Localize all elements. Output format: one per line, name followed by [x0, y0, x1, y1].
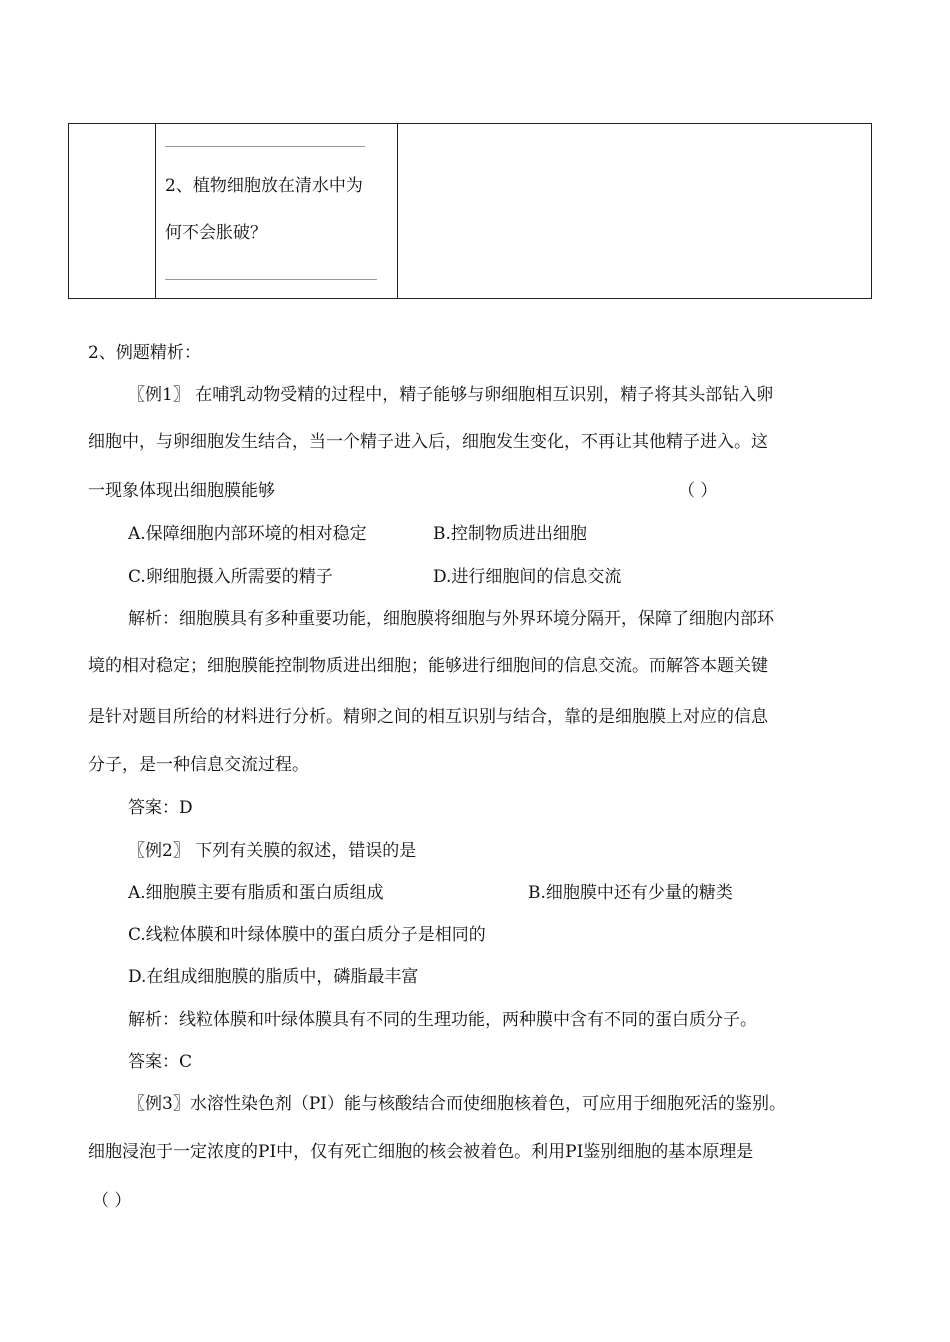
table-column-divider [397, 124, 398, 298]
example1-analysis: 分子，是一种信息交流过程。 [88, 755, 309, 775]
example1-analysis: 解析：细胞膜具有多种重要功能，细胞膜将细胞与外界环境分隔开，保障了细胞内部环 [128, 609, 774, 629]
answer-parentheses: （ ） [92, 1191, 132, 1211]
answer-parentheses: （ ） [678, 481, 718, 501]
option-a: A.保障细胞内部环境的相对稳定 [128, 524, 367, 544]
example1-analysis: 是针对题目所给的材料进行分析。精卵之间的相互识别与结合，靠的是细胞膜上对应的信息 [88, 707, 768, 727]
option-c: C.卵细胞摄入所需要的精子 [128, 567, 333, 587]
example1-stem: 一现象体现出细胞膜能够 [88, 481, 275, 501]
option-b: B.细胞膜中还有少量的糖类 [528, 883, 733, 903]
example2-analysis: 解析：线粒体膜和叶绿体膜具有不同的生理功能，两种膜中含有不同的蛋白质分子。 [128, 1010, 757, 1030]
question-table [68, 123, 872, 299]
section-heading: 2、例题精析： [88, 343, 201, 363]
example3-stem: 〖例3〗水溶性染色剂（PI）能与核酸结合而使细胞核着色，可应用于细胞死活的鉴别。 [128, 1094, 786, 1114]
table-column-divider [155, 124, 156, 298]
option-d: D.在组成细胞膜的脂质中，磷脂最丰富 [128, 967, 419, 987]
answer-blank-line [165, 146, 365, 147]
example2-answer: 答案：C [128, 1052, 193, 1072]
option-b: B.控制物质进出细胞 [433, 524, 587, 544]
option-c: C.线粒体膜和叶绿体膜中的蛋白质分子是相同的 [128, 925, 486, 945]
example1-stem: 〖例1〗 在哺乳动物受精的过程中，精子能够与卵细胞相互识别，精子将其头部钻入卵 [128, 385, 774, 405]
example3-stem: 细胞浸泡于一定浓度的PI中，仅有死亡细胞的核会被着色。利用PI鉴别细胞的基本原理是 [88, 1142, 754, 1162]
example1-stem: 细胞中，与卵细胞发生结合，当一个精子进入后，细胞发生变化，不再让其他精子进入。这 [88, 432, 768, 452]
table-question-text: 何不会胀破？ [165, 223, 267, 243]
example1-answer: 答案：D [128, 798, 193, 818]
example2-stem: 〖例2〗 下列有关膜的叙述，错误的是 [128, 841, 417, 861]
example1-analysis: 境的相对稳定；细胞膜能控制物质进出细胞；能够进行细胞间的信息交流。而解答本题关键 [88, 656, 768, 676]
option-d: D.进行细胞间的信息交流 [433, 567, 622, 587]
answer-blank-line [165, 279, 377, 280]
option-a: A.细胞膜主要有脂质和蛋白质组成 [128, 883, 384, 903]
table-question-text: 2、植物细胞放在清水中为 [165, 176, 363, 196]
